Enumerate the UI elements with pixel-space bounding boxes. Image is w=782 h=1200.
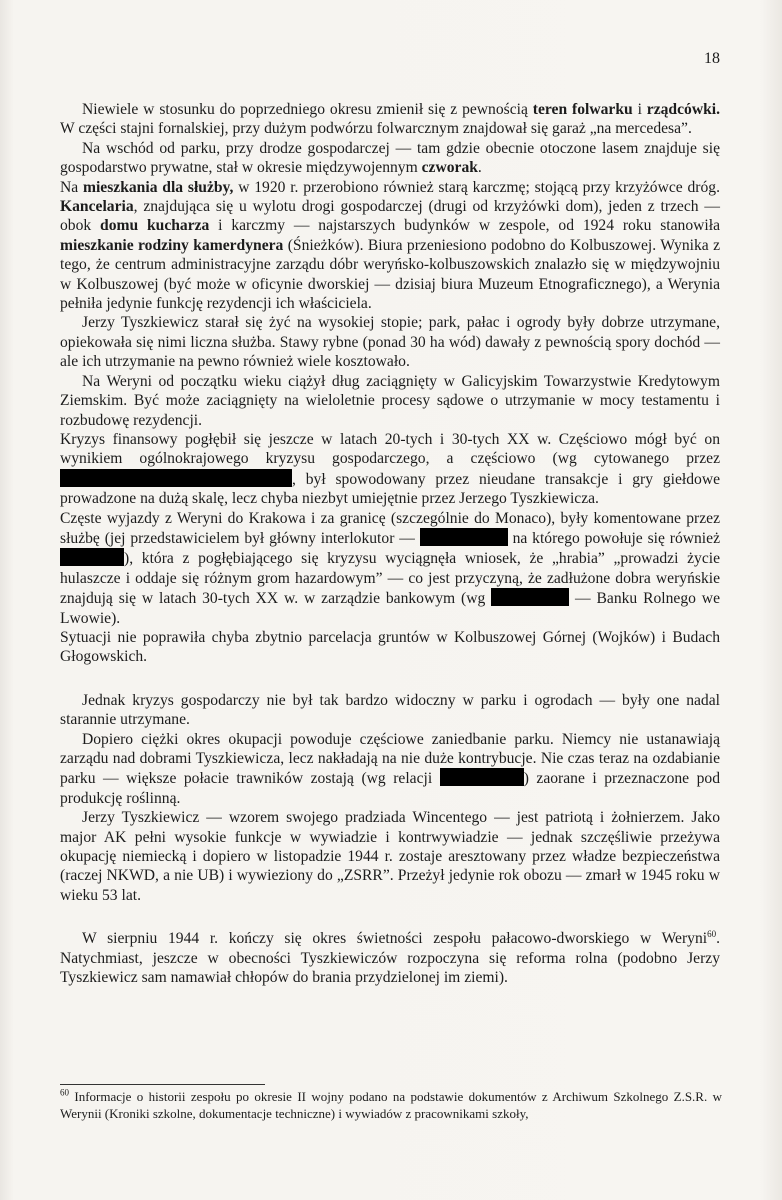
text-run: i karczmy — najstarszych budynków w zespole, od 1924 roku stanowiła [209, 217, 720, 235]
text-run: ), która z pogłębiającego się kryzysu wyciągnęła wniosek, że „hrabia” „prowadzi życie hulaszcze i oddaje się różnym grom hazardowym” — co jest przyczyną, że zadłużone dobra weryńskie znajdują się w latach 30-tych XX w. w zarządzie bankowym (wg [60, 550, 720, 608]
text-run: W części stajni fornalskiej, przy dużym podwórzu folwarcznym znajdował się garaż „na mercedesa”. [60, 120, 692, 138]
text-run: Na [60, 178, 83, 196]
footnote-text: Informacje o historii zespołu po okresie II wojny podano na podstawie dokumentów z Archiwum Szkolnego Z.S.R. w Werynii (Kroniki szkolne, dokumentacje techniczne) i wywiadów z pracownikami szkoły, [60, 1089, 722, 1121]
text-run: , znajdująca się u wylotu drogi gospodarczej (drugi od krzyżówki dom), jeden z trzech — obok [60, 198, 720, 235]
paragraph-okupacja [60, 730, 720, 809]
text-run: — Banku Rolnego we Lwowie). [60, 590, 720, 627]
text-run: na którego powołuje się również [507, 529, 720, 547]
redaction-block [420, 528, 508, 546]
spacer [60, 905, 720, 929]
paragraph-kryzys [60, 430, 720, 509]
paragraph-tyszkiewicz-styl: Jerzy Tyszkiewicz starał się żyć na wysokiej stopie; park, pałac i ogrody były dobrze utrzymane, opiekowała się nimi liczna służba. Stawy rybne (ponad 30 ha wód) dawały z pewnością spory dochód — ale ich utrzymanie na pewno również wiele kosztowało. [60, 314, 720, 371]
paragraph-patriota: Jerzy Tyszkiewicz — wzorem swojego pradziada Wincentego — jest patriotą i żołnierzem. Jako major AK pełni wysokie funkcje w wywiadzie i kontrwywiadzie — jednak szczęśliwie przeżywa okupację niemiecką i dopiero w listopadzie 1944 r. zostaje aresztowany przez władze bezpieczeństwa (raczej NKWD, a nie UB) i wywieziony do „ZSRR”. Przeżył jedynie rok obozu — zmarł w 1945 roku w wieku 53 lat. [60, 809, 720, 904]
footnote-divider [60, 1084, 265, 1085]
text-run: . Natychmiast, jeszcze w obecności Tyszkiewiczów rozpoczyna się reforma rolna (podobno Jerzy Tyszkiewicz sam namawiał chłopów do brania przydzielonej im ziemi). [60, 930, 720, 987]
bold-term: rządcówki. [646, 101, 720, 118]
paragraph-folwark [60, 100, 720, 139]
paragraph-czworak [60, 139, 720, 178]
paragraph-reforma [60, 929, 720, 987]
bold-term: czworak [421, 159, 478, 177]
text-run: i [632, 101, 647, 118]
text-run: W sierpniu 1944 r. kończy się okres świetności zespołu pałacowo-dworskiego w Weryni [82, 930, 708, 948]
page-number: 18 [704, 50, 720, 67]
redaction-block [60, 469, 292, 487]
text-run: . [477, 159, 482, 177]
bold-term: mieszkanie rodziny kamerdynera [60, 236, 284, 254]
bold-term: teren folwarku [532, 101, 633, 118]
body-text [60, 100, 720, 987]
redaction-block [491, 588, 569, 606]
footnote-number: 60 [60, 1087, 69, 1098]
text-run: w 1920 r. przerobiono również starą karczmę; stojącą przy krzyżówce dróg. [233, 178, 720, 196]
text-run: Niewiele w stosunku do poprzedniego okresu zmienił się z pewnością [82, 101, 533, 118]
text-run: Kryzys finansowy pogłębił się jeszcze w latach 20-tych i 30-tych XX w. Częściowo mógł być on wynikiem ogólnokrajowego kryzysu gospodarczego, a częściowo (wg cytowanego przez [60, 430, 720, 468]
text-run: Na wschód od parku, przy drodze gospodarczej — tam gdzie obecnie otoczone lasem znajduje się gospodarstwo prywatne, stał w okresie międzywojennym [60, 139, 720, 177]
paragraph-mieszkania [60, 178, 720, 314]
paragraph-dlug: Na Weryni od początku wieku ciążył dług zaciągnięty w Galicyjskim Towarzystwie Kredytowym Ziemskim. Być może zaciągnięty na wieloletnie procesy sądowe o utrzymanie w mocy testamentu i rozbudowę rezydencji. [60, 372, 720, 429]
paragraph-park-utrzymany: Jednak kryzys gospodarczy nie był tak bardzo widoczny w parku i ogrodach — były one nadal starannie utrzymane. [60, 691, 720, 729]
redaction-block [440, 768, 524, 786]
redaction-block [60, 548, 124, 566]
text-run: (Śnieżków). Biura przeniesiono podobno do Kolbuszowej. Wynika z tego, że centrum administracyjne zarządu dóbr weryńsko-kolbuszowskich znalazło się w międzywojniu w Kolbuszowej (być może w oficynie dworskiej — dzisiaj biura Muzeum Etnograficznego), a Werynia pełniła jedynie funkcję rezydencji ich właściciela. [60, 236, 720, 313]
paragraph-parcelacja: Sytuacji nie poprawiła chyba zbytnio parcelacja gruntów w Kolbuszowej Górnej (Wojków) i Budach Głogowskich. [60, 628, 720, 666]
text-run: Dopiero ciężki okres okupacji powoduje częściowe zaniedbanie parku. Niemcy nie ustanawiają zarządu nad dobrami Tyszkiewicza, lecz nakładają na nie duże kontrybucje. Nie czas teraz na ozdabianie parku — większe połacie trawników zostają (wg relacji [60, 730, 720, 788]
text-run: , był spowodowany przez nieudane transakcje i gry giełdowe prowadzone na dużą skalę, lecz chyba niezbyt umiejętnie przez Jerzego Tyszkiewicza. [60, 470, 720, 508]
text-run: ) zaorane i przeznaczone pod produkcję roślinną. [60, 770, 720, 807]
text-run: Częste wyjazdy z Weryni do Krakowa i za granicę (szczególnie do Monaco), były komentowane przez służbę (jej przedstawicielem był główny interlokutor — [60, 509, 720, 547]
paragraph-wyjazdy [60, 509, 720, 628]
footnote-ref[interactable]: 60 [707, 929, 717, 940]
bold-term: mieszkania dla służby, [82, 178, 234, 196]
spacer [60, 667, 720, 691]
bold-term: domu kucharza [100, 217, 210, 235]
bold-term: Kancelaria [60, 198, 134, 216]
footnote [60, 1088, 722, 1122]
